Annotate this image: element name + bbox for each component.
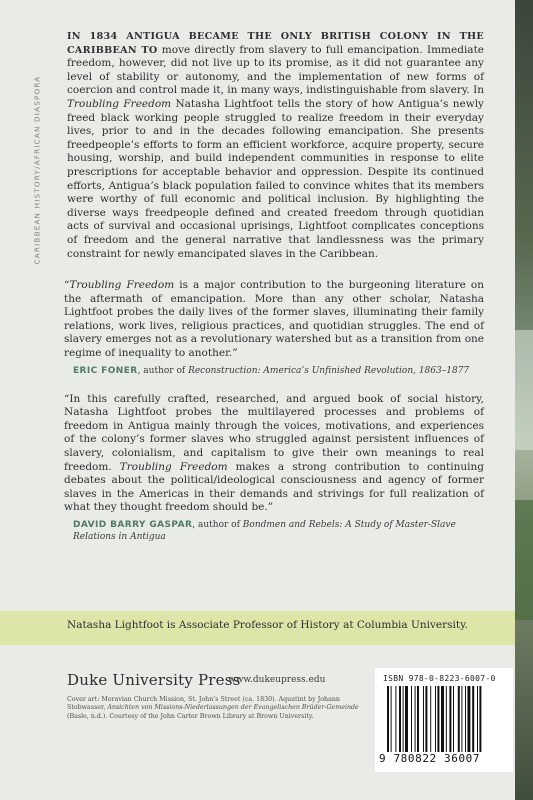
description-part-2: Natasha Lightfoot tells the story of how Antigua’s newly freed black working people struggled to realize freedom in their everyday lives, prior to and in the decades following emancipation. She presents freedpeople’s efforts to form an efficient workforce, acquire property, secure housing, worship, and build independent communities in response to elite prescriptions for acceptable behavior and oppression. Despite its continued efforts, Antigua’s black population failed to convince whites that its members were worthy of full economic and political inclusion. By highlighting the diverse ways freedpeople defined and created freedom through quotidian acts of survival and occasional uprisings, Lightfoot complicates conceptions of freedom and the general narrative that landlessness was the primary constraint for newly emancipated slaves in the Caribbean.	[67, 97, 484, 260]
description-part-1: move directly from slavery to full emancipation. Immediate freedom, however, did not live up to its promise, as it did not guarantee any level of stability or autonomy, and the implementation of new forms of coercion and control made it, in many ways, indistinguishable from slavery. In	[67, 43, 485, 97]
description-book-title: Troubling Freedom	[67, 97, 172, 110]
isbn-barcode	[375, 668, 513, 772]
quote-1-text: is a major contribution to the burgeoning literature on the aftermath of emancipation. More than any other scholar, Natasha Lightfoot probes the daily lives of the former slaves, illuminating their family relations, work lives, religious practices, and quotidian struggles. The end of slavery emerges not as a revolutionary watershed but as a transition from one regime of inequality to another.”	[64, 279, 484, 360]
cover-art-strip	[515, 0, 533, 800]
endorser-name-1: ERIC FONER	[73, 365, 138, 376]
barcode-bar	[446, 686, 447, 752]
barcode-bar	[477, 686, 478, 752]
barcode-digits: 9 780822 36007	[379, 752, 481, 765]
quote-2-text-b: makes a strong contribution to continuing debates about the political/ideological consciousness and agency of former slaves in the Americas in their demands and strivings for full realization of what they thought freedom should be.”	[64, 460, 484, 514]
publisher-url: www.dukeupress.edu	[228, 675, 326, 685]
barcode-bar	[479, 686, 481, 752]
publisher-name: Duke University Press	[67, 671, 241, 689]
quote-2-text-a: “In this carefully crafted, researched, and argued book of social history, Natasha Lightfoot probes the multilayered processes and problems of freedom in Antigua mainly through the voices, motivations, and experiences of the colony’s former slaves who struggled against persistent influences of slavery, colonialism, and capitalism to give their own meanings to real freedom.	[64, 392, 484, 473]
category-label	[28, 40, 46, 300]
barcode-bar	[417, 686, 419, 752]
isbn-label: ISBN 978-0-8223-6007-0	[383, 674, 496, 683]
book-description	[67, 30, 484, 261]
barcode-bar	[425, 686, 427, 752]
endorser-book-2: Bondmen and Rebels: A Study of Master-Slave Relations in Antigua	[73, 520, 456, 542]
barcode-bar	[405, 686, 408, 752]
endorsement-attribution-2: DAVID BARRY GASPAR, author of Bondmen and Rebels: A Study of Master-Slave Relations in Antigua	[73, 520, 456, 542]
barcode-bar	[449, 686, 451, 752]
description-lead: IN 1834 ANTIGUA BECAME THE ONLY BRITISH COLONY IN THE CARIBBEAN TO	[67, 31, 484, 56]
endorser-book-1: Reconstruction: America’s Unfinished Revolution, 1863–1877	[188, 365, 470, 376]
author-bio: Natasha Lightfoot is Associate Professor of History at Columbia University.	[67, 619, 468, 631]
barcode-bar	[453, 686, 454, 752]
barcode-bar	[399, 686, 401, 752]
barcode-bars	[387, 686, 505, 752]
endorser-name-2: DAVID BARRY GASPAR	[73, 520, 193, 530]
endorsement-quote-2	[64, 393, 484, 515]
barcode-bar	[395, 686, 396, 752]
barcode-bar	[411, 686, 412, 752]
quote-2-book-title: Troubling Freedom	[119, 460, 228, 473]
barcode-bar	[387, 686, 389, 752]
main-text-column	[64, 30, 485, 543]
barcode-bar	[423, 686, 424, 752]
quote-1-book-title: Troubling Freedom	[69, 279, 175, 292]
barcode-bar	[472, 686, 474, 752]
barcode-bar	[441, 686, 444, 752]
barcode-bar	[458, 686, 460, 752]
barcode-bar	[465, 686, 466, 752]
barcode-bar	[391, 686, 392, 752]
endorsement-quote-1: “Troubling Freedom is a major contribution to the burgeoning literature on the aftermath of emancipation. More than any other scholar, Natasha Lightfoot probes the daily lives of the former slaves, illuminating their family relations, work lives, religious practices, and quotidian struggles. The end of slavery emerges not as a revolutionary watershed but as a transition from one regime of inequality to another.”	[64, 279, 484, 360]
barcode-bar	[430, 686, 431, 752]
category-label-text: CARIBBEAN HISTORY/AFRICAN DIASPORA	[32, 75, 42, 265]
barcode-bar	[435, 686, 436, 752]
barcode-bar	[403, 686, 404, 752]
barcode-bar	[437, 686, 439, 752]
barcode-bar	[415, 686, 416, 752]
cover-credit: Cover art: Moravian Church Mission, St. John’s Street (ca. 1830). Aquatint by Johann Stobwasser, Ansichten von Missions-Niederlassungen der Evangelischen Brüder-Gemeinde (Basle, n.d.). Courtesy of the John Carter Brown Library at Brown University.	[67, 696, 359, 720]
endorsement-attribution-1: ERIC FONER, author of Reconstruction: America’s Unfinished Revolution, 1863–1877	[73, 365, 470, 376]
barcode-bar	[467, 686, 470, 752]
barcode-bar	[461, 686, 462, 752]
